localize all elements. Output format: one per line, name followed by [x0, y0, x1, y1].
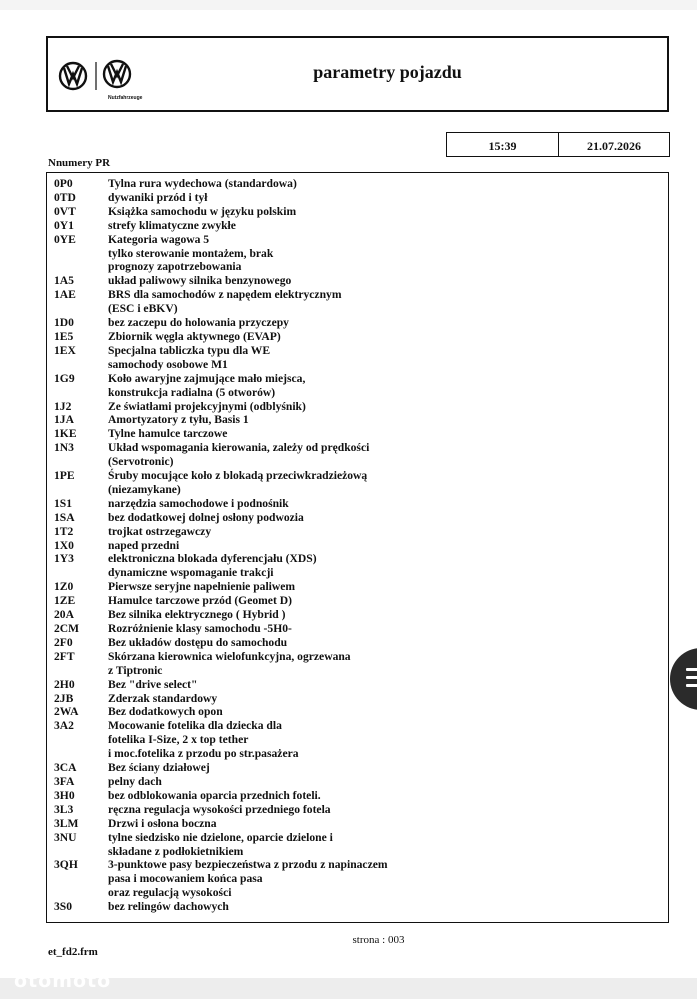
- pr-description: Rozróżnienie klasy samochodu -5H0-: [108, 622, 292, 635]
- table-row: [54, 441, 388, 469]
- pr-code: 20A: [54, 608, 74, 622]
- pr-number-list: [46, 172, 669, 923]
- pr-code: 2H0: [54, 677, 75, 691]
- pr-description: 3-punktowe pasy bezpieczeństwa z przodu z napinaczem pasa i mocowaniem końca pasa oraz regulacją wysokości: [108, 858, 388, 900]
- pr-description: Amortyzatory z tyłu, Basis 1: [108, 413, 249, 427]
- table-row: [54, 330, 388, 344]
- table-row: [54, 789, 388, 803]
- side-menu-button[interactable]: [670, 648, 697, 710]
- pr-description: Koło awaryjne zajmujące mało miejsca, konstrukcja radialna (5 otworów): [108, 371, 306, 399]
- pr-description: bez odblokowania oparcia przednich foteli.: [108, 788, 321, 802]
- table-row: [54, 858, 388, 900]
- pr-description: Śruby mocujące koło z blokadą przeciwkradzieżową (niezamykane): [108, 469, 368, 496]
- pr-code: 3FA: [54, 774, 75, 788]
- pr-description: Ze światłami projekcyjnymi (odblyśnik): [108, 399, 306, 413]
- pr-description: Mocowanie fotelika dla dziecka dla fotelika I-Size, 2 x top tether i moc.fotelika z przodu po str.pasażera: [108, 719, 299, 761]
- pr-description: narzędzia samochodowe i podnośnik: [108, 496, 289, 510]
- pr-code: 0Y1: [54, 218, 74, 232]
- table-row: [54, 719, 388, 761]
- table-row: [54, 803, 388, 817]
- table-row: [54, 497, 388, 511]
- pr-code: 1Y3: [54, 552, 74, 566]
- pr-description: Zderzak standardowy: [108, 691, 218, 705]
- pr-code: 1E5: [54, 329, 74, 343]
- table-row: [54, 219, 388, 233]
- table-row: [54, 372, 388, 400]
- table-row: [54, 191, 388, 205]
- page-number: strona : 003: [352, 934, 405, 946]
- pr-description: Drzwi i osłona boczna: [108, 816, 217, 830]
- pr-code: 3NU: [54, 830, 77, 844]
- table-row: [54, 539, 388, 553]
- section-label: Nnumery PR: [48, 157, 111, 169]
- table-row: [54, 580, 388, 594]
- pr-description: Układ wspomagania kierowania, zależy od prędkości (Servotronic): [108, 441, 370, 469]
- table-row: [54, 622, 388, 636]
- pr-description: Książka samochodu w języku polskim: [108, 204, 297, 218]
- table-row: [54, 288, 388, 316]
- pr-code: 3CA: [54, 761, 77, 775]
- pr-description: bez zaczepu do holowania przyczepy: [108, 316, 289, 330]
- table-row: [54, 316, 388, 330]
- pr-code: 1X0: [54, 538, 74, 552]
- datetime-box: [446, 132, 670, 157]
- table-row: [54, 344, 388, 372]
- pr-description: Pierwsze seryjne napełnienie paliwem: [108, 580, 296, 594]
- menu-icon: [686, 668, 697, 692]
- pr-description: tylne siedzisko nie dzielone, oparcie dzielone i składane z podłokietnikiem: [108, 830, 333, 858]
- pr-code: 3H0: [54, 788, 75, 802]
- pr-code: 2WA: [54, 705, 79, 719]
- pr-description: Hamulce tarczowe przód (Geomet D): [108, 594, 292, 608]
- pr-rows: [54, 177, 388, 914]
- pr-code: 1SA: [54, 510, 75, 524]
- pr-description: trojkat ostrzegawczy: [108, 524, 212, 538]
- pr-description: układ paliwowy silnika benzynowego: [108, 274, 292, 288]
- table-row: [54, 650, 388, 678]
- pr-description: dywaniki przód i tył: [108, 190, 208, 204]
- pr-description: Tylna rura wydechowa (standardowa): [108, 177, 297, 190]
- table-row: [54, 608, 388, 622]
- pr-description: pelny dach: [108, 774, 162, 788]
- pr-code: 3L3: [54, 802, 74, 816]
- pr-description: Skórzana kierownica wielofunkcyjna, ogrzewana z Tiptronic: [108, 649, 351, 677]
- pr-code: 1JA: [54, 413, 74, 427]
- table-row: [54, 817, 388, 831]
- pr-code: 1EX: [54, 343, 76, 357]
- pr-description: Bez układów dostępu do samochodu: [108, 635, 288, 649]
- table-row: [54, 636, 388, 650]
- table-row: [54, 469, 388, 497]
- table-row: [54, 775, 388, 789]
- pr-description: ręczna regulacja wysokości przedniego fotela: [108, 802, 331, 816]
- pr-description: Bez silnika elektrycznego ( Hybrid ): [108, 608, 286, 622]
- pr-code: 0YE: [54, 232, 76, 246]
- pr-description: Kategoria wagowa 5 tylko sterowanie montażem, brak prognozy zapotrzebowania: [108, 232, 274, 274]
- pr-code: 1A5: [54, 274, 74, 288]
- table-row: [54, 233, 388, 275]
- table-row: [54, 831, 388, 859]
- pr-description: Specjalna tabliczka typu dla WE samochody osobowe M1: [108, 343, 271, 371]
- table-row: [54, 205, 388, 219]
- pr-code: 1PE: [54, 469, 75, 483]
- print-time: 15:39: [447, 133, 559, 156]
- pr-code: 1ZE: [54, 594, 76, 608]
- table-row: [54, 678, 388, 692]
- print-date: 21.07.2026: [587, 139, 641, 153]
- table-row: [54, 525, 388, 539]
- pr-code: 0P0: [54, 177, 73, 190]
- pr-code: 1AE: [54, 288, 76, 302]
- document-header: [46, 36, 669, 112]
- pr-code: 1D0: [54, 316, 74, 330]
- pr-code: 1N3: [54, 441, 74, 455]
- pr-code: 2JB: [54, 691, 74, 705]
- table-row: [54, 692, 388, 706]
- pr-code: 2FT: [54, 649, 75, 663]
- pr-description: Zbiornik węgla aktywnego (EVAP): [108, 329, 281, 343]
- table-row: [54, 761, 388, 775]
- pr-description: bez relingów dachowych: [108, 900, 229, 914]
- pr-code: 3S0: [54, 900, 73, 914]
- pr-description: BRS dla samochodów z napędem elektrycznym (ESC i eBKV): [108, 288, 342, 316]
- table-row: [54, 594, 388, 608]
- pr-code: 1S1: [54, 496, 73, 510]
- table-row: [54, 400, 388, 414]
- page-title: parametry pojazdu: [313, 62, 462, 82]
- watermark: otomoto: [14, 970, 112, 992]
- pr-code: 2CM: [54, 622, 80, 635]
- pr-code: 1KE: [54, 427, 77, 441]
- pr-code: 0TD: [54, 190, 76, 204]
- table-row: [54, 511, 388, 525]
- pr-description: strefy klimatyczne zwykłe: [108, 218, 236, 232]
- pr-description: elektroniczna blokada dyferencjału (XDS) dynamiczne wspomaganie trakcji: [108, 552, 317, 580]
- pr-code: 3A2: [54, 719, 74, 733]
- pr-code: 1Z0: [54, 580, 74, 594]
- table-row: [54, 413, 388, 427]
- pr-code: 1G9: [54, 371, 75, 385]
- pr-code: 3LM: [54, 816, 79, 830]
- pr-description: Tylne hamulce tarczowe: [108, 427, 228, 441]
- top-bar: [0, 0, 697, 10]
- table-row: [54, 900, 388, 914]
- pr-description: Bez ściany działowej: [108, 761, 210, 775]
- pr-description: Bez "drive select": [108, 677, 198, 691]
- table-row: [54, 705, 388, 719]
- table-row: [54, 552, 388, 580]
- pr-code: 2F0: [54, 635, 73, 649]
- pr-code: 0VT: [54, 204, 76, 218]
- pr-code: 1T2: [54, 524, 74, 538]
- pr-code: 1J2: [54, 399, 72, 413]
- pr-description: naped przedni: [108, 538, 180, 552]
- table-row: [54, 274, 388, 288]
- form-name: et_fd2.frm: [48, 946, 98, 958]
- pr-description: Bez dodatkowych opon: [108, 705, 223, 719]
- logo-caption: Nutzfahrzeuge: [108, 95, 143, 100]
- table-row: [54, 427, 388, 441]
- pr-description: bez dodatkowej dolnej osłony podwozia: [108, 510, 304, 524]
- pr-code: 3QH: [54, 858, 78, 872]
- table-row: [54, 177, 388, 191]
